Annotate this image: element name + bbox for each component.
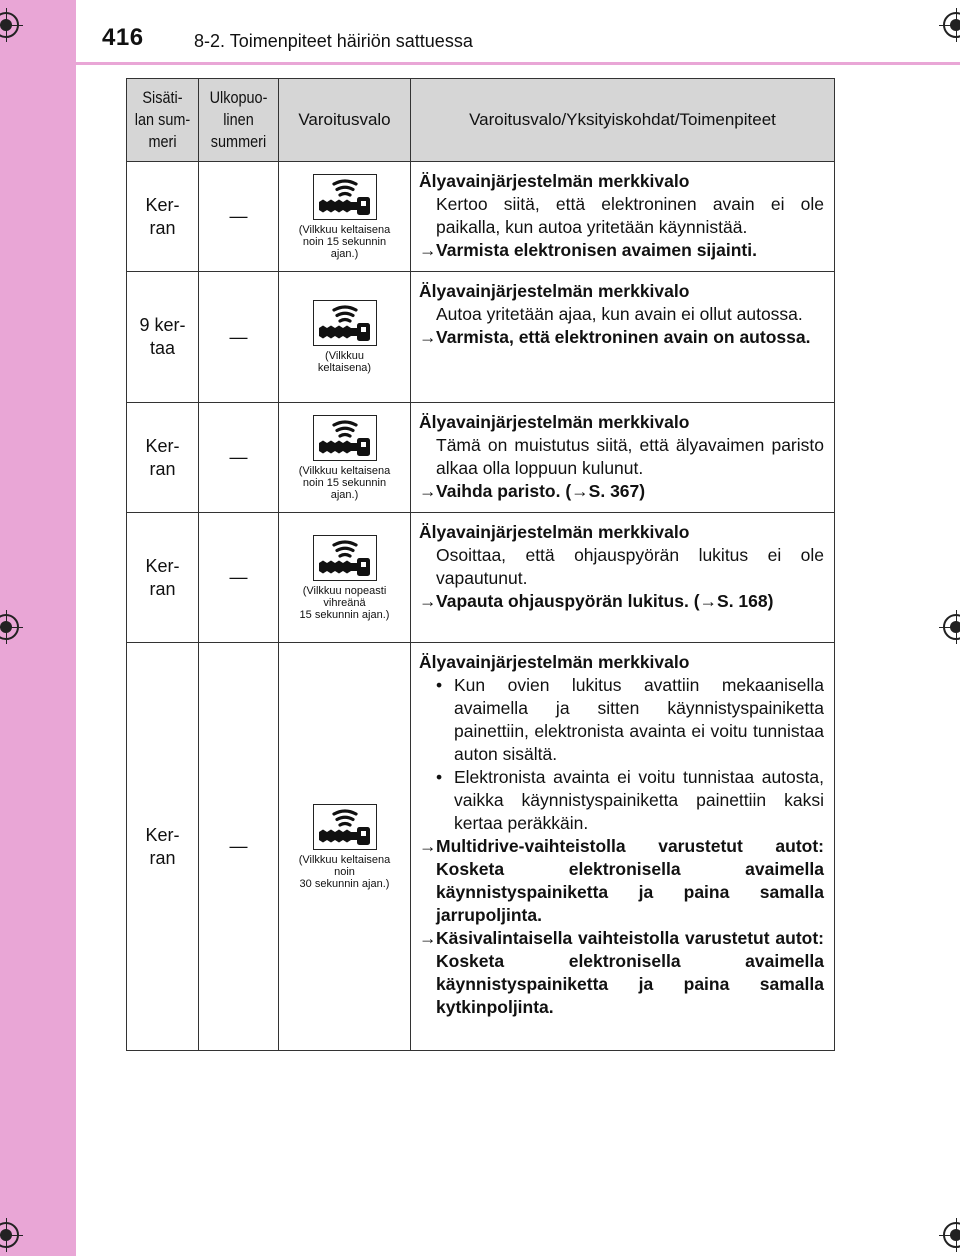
warning-light-cell	[279, 643, 411, 1051]
table-row	[127, 403, 835, 513]
light-caption: (Vilkkuu keltaisena noin 30 sekunnin ajan.)	[298, 853, 391, 890]
indicator-title: Älyavainjärjestelmän merkkivalo	[419, 171, 690, 191]
indicator-title: Älyavainjärjestelmän merkkivalo	[419, 281, 690, 301]
bullet-icon: •	[436, 675, 443, 695]
indicator-description: Autoa yritetään ajaa, kun avain ei ollut autossa.	[436, 304, 803, 324]
smart-key-indicator-icon	[313, 174, 377, 220]
header-rule	[76, 62, 960, 65]
action-item: → Varmista, että elektroninen avain on autossa.	[419, 327, 811, 347]
external-buzzer-cell: —	[199, 403, 279, 513]
internal-buzzer-cell: Ker- ran	[127, 403, 199, 513]
external-buzzer-cell: —	[199, 162, 279, 272]
details-cell	[411, 162, 835, 272]
details-cell	[411, 643, 835, 1051]
internal-buzzer-cell: Ker- ran	[127, 643, 199, 1051]
registration-mark-icon	[943, 614, 960, 640]
header-internal-buzzer: Sisäti- lan sum- meri	[127, 79, 199, 162]
page-number: 416	[102, 24, 144, 51]
table-row	[127, 272, 835, 403]
header-warning-light: Varoitusvalo	[279, 79, 411, 162]
indicator-description: Kertoo siitä, että elektroninen avain ei ole paikalla, kun autoa yritetään käynnistää.	[436, 194, 824, 237]
light-caption: (Vilkkuu keltaisena)	[317, 350, 372, 374]
action-item: → Vaihda paristo. (→S. 367)	[419, 481, 646, 501]
external-buzzer-cell: —	[199, 513, 279, 643]
header-external-buzzer: Ulkopuo- linen summeri	[199, 79, 279, 162]
indicator-title: Älyavainjärjestelmän merkkivalo	[419, 652, 690, 672]
internal-buzzer-cell: Ker- ran	[127, 513, 199, 643]
arrow-icon: →	[419, 836, 437, 856]
table-row	[127, 643, 835, 1051]
arrow-icon: →	[419, 591, 437, 611]
warning-light-cell	[279, 272, 411, 403]
internal-buzzer-cell: 9 ker- taa	[127, 272, 199, 403]
list-item: • Kun ovien lukitus avattiin mekaanisella avaimella ja sitten käynnistyspainiketta painettiin, elektronista avainta ei voitu tunnistaa auton sisältä.	[436, 675, 824, 764]
external-buzzer-cell: —	[199, 272, 279, 403]
registration-mark-icon	[943, 12, 960, 38]
section-title: 8-2. Toimenpiteet häiriön sattuessa	[194, 31, 473, 51]
list-item: • Elektronista avainta ei voitu tunnistaa autosta, vaikka käynnistyspainiketta painettiin kaksi kertaa peräkkäin.	[436, 767, 824, 833]
registration-mark-icon	[943, 1222, 960, 1248]
light-caption: (Vilkkuu nopeasti vihreänä 15 sekunnin ajan.)	[299, 584, 390, 621]
action-item: → Varmista elektronisen avaimen sijainti.	[419, 240, 757, 260]
action-item: → Käsivalintaisella vaihteistolla varustetut autot: Kosketa elektronisella avaimella käynnistyspainiketta ja paina samalla kytkinpoljinta.	[419, 928, 824, 1017]
light-caption: (Vilkkuu keltaisena noin 15 sekunnin ajan.)	[298, 464, 391, 501]
warning-table	[126, 78, 835, 1051]
details-cell	[411, 272, 835, 403]
arrow-icon: →	[419, 928, 437, 948]
table-row	[127, 162, 835, 272]
bullet-icon: •	[436, 767, 443, 787]
arrow-icon: →	[419, 481, 437, 501]
action-item: → Multidrive-vaihteistolla varustetut autot: Kosketa elektronisella avaimella käynnistyspainiketta ja paina samalla jarrupoljinta.	[419, 836, 824, 925]
external-buzzer-cell: —	[199, 643, 279, 1051]
internal-buzzer-cell: Ker- ran	[127, 162, 199, 272]
warning-light-cell	[279, 513, 411, 643]
smart-key-indicator-icon	[313, 535, 377, 581]
warning-light-cell	[279, 403, 411, 513]
arrow-icon: →	[419, 240, 437, 260]
header-details: Varoitusvalo/Yksityiskohdat/Toimenpiteet	[411, 79, 835, 162]
table-row	[127, 513, 835, 643]
action-item: → Vapauta ohjauspyörän lukitus. (→S. 168)	[419, 591, 774, 611]
table-header-row	[127, 79, 835, 162]
indicator-description: Osoittaa, että ohjauspyörän lukitus ei ole vapautunut.	[436, 545, 824, 588]
smart-key-indicator-icon	[313, 300, 377, 346]
smart-key-indicator-icon	[313, 804, 377, 850]
indicator-title: Älyavainjärjestelmän merkkivalo	[419, 522, 690, 542]
warning-light-cell	[279, 162, 411, 272]
indicator-title: Älyavainjärjestelmän merkkivalo	[419, 412, 690, 432]
details-cell	[411, 403, 835, 513]
arrow-icon: →	[419, 327, 437, 347]
smart-key-indicator-icon	[313, 415, 377, 461]
indicator-description: Tämä on muistutus siitä, että älyavaimen paristo alkaa olla loppuun kulunut.	[436, 435, 824, 478]
light-caption: (Vilkkuu keltaisena noin 15 sekunnin ajan.)	[298, 223, 391, 260]
details-cell	[411, 513, 835, 643]
